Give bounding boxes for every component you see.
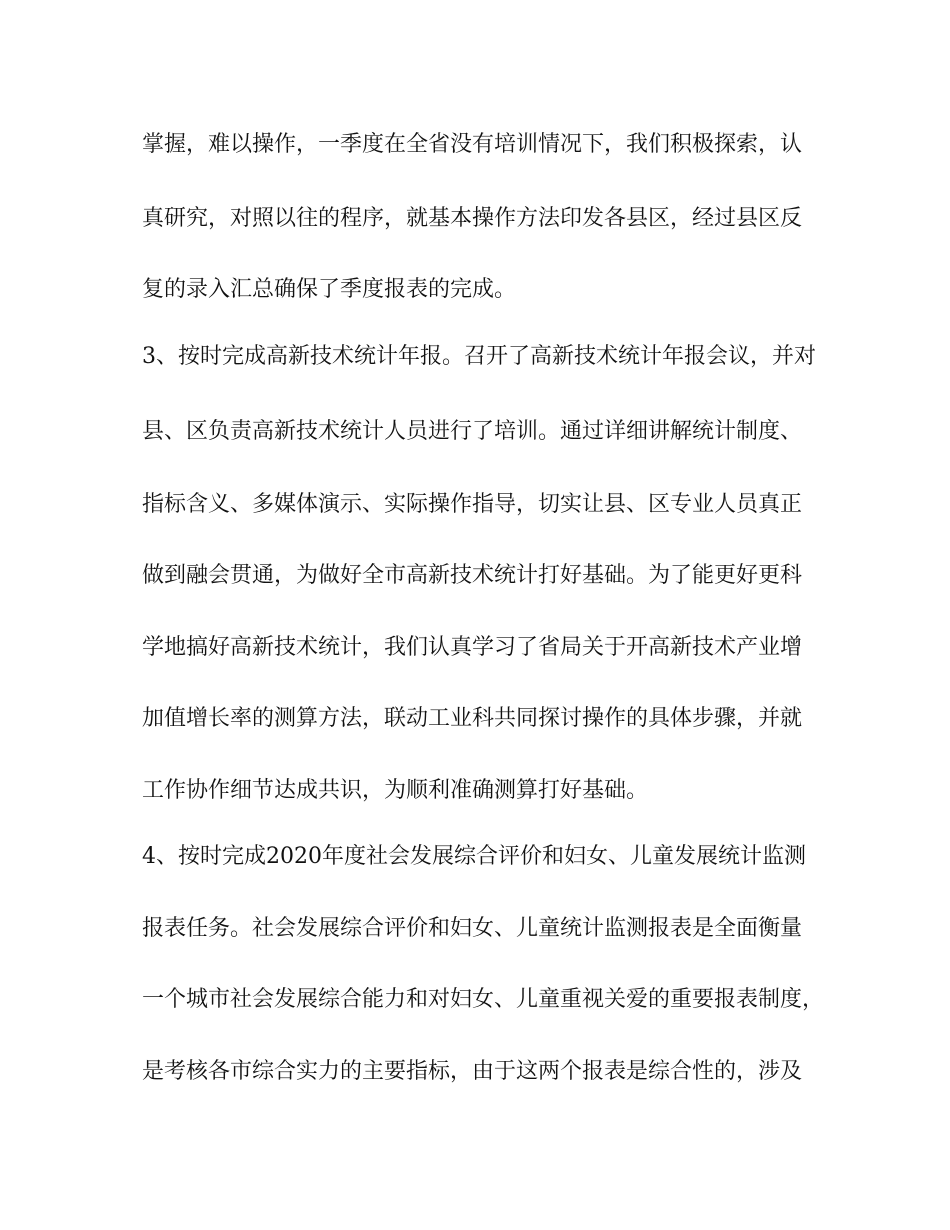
text-line: 3、按时完成高新技术统计年报。召开了高新技术统计年报会议，并对 (142, 344, 816, 369)
text-line: 掌握，难以操作，一季度在全省没有培训情况下，我们积极探索，认 (142, 132, 803, 157)
text-line: 是考核各市综合实力的主要指标，由于这两个报表是综合性的，涉及 (142, 1059, 803, 1084)
text-line: 报表任务。社会发展综合评价和妇女、儿童统计监测报表是全面衡量 (142, 916, 803, 941)
text-line: 真研究，对照以往的程序，就基本操作方法印发各县区，经过县区反 (142, 206, 803, 231)
text-line: 加值增长率的测算方法，联动工业科共同探讨操作的具体步骤，并就 (142, 706, 803, 731)
text-line: 一个城市社会发展综合能力和对妇女、儿童重视关爱的重要报表制度， (142, 987, 825, 1012)
text-line: 学地搞好高新技术统计，我们认真学习了省局关于开高新技术产业增 (142, 635, 803, 660)
text-line: 工作协作细节达成共识，为顺利准确测算打好基础。 (142, 778, 649, 803)
text-line: 指标含义、多媒体演示、实际操作指导，切实让县、区专业人员真正 (142, 492, 803, 517)
text-line: 4、按时完成2020年度社会发展综合评价和妇女、儿童发展统计监测 (142, 844, 806, 869)
text-line: 做到融会贯通，为做好全市高新技术统计打好基础。为了能更好更科 (142, 563, 803, 588)
text-line: 县、区负责高新技术统计人员进行了培训。通过详细讲解统计制度、 (142, 419, 803, 444)
text-line: 复的录入汇总确保了季度报表的完成。 (142, 277, 517, 302)
